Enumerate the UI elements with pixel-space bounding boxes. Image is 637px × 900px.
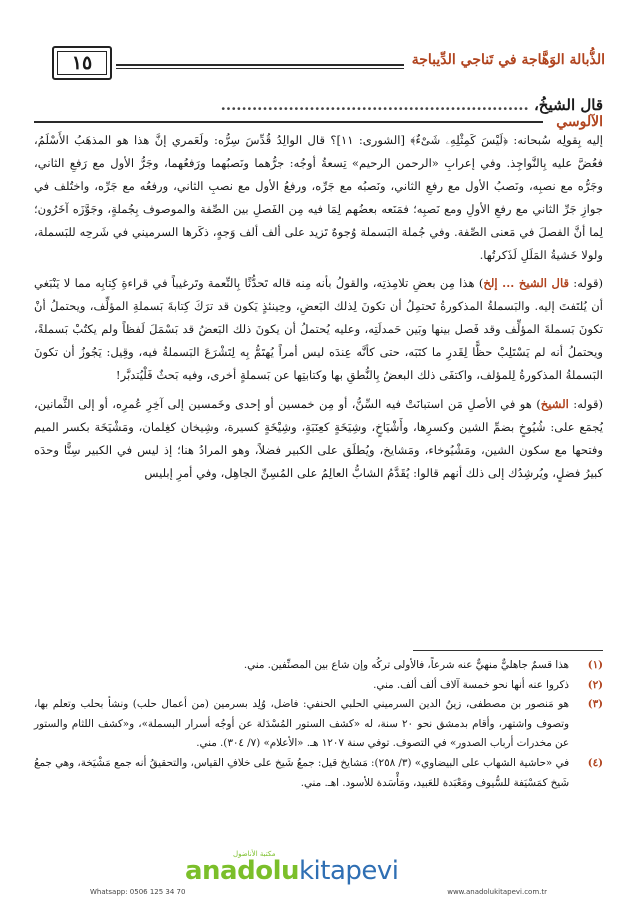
author-rule [34,121,543,123]
intro-line [34,96,603,114]
paragraph-3 [34,393,603,485]
footnotes [34,656,603,793]
footnote-text: هو مَنصور بن مصطفى، زينُ الدين السرميني الحلبي الحنفي: فاضل، وُلِد بسرمين (من أعمال حلب) ونشأ بحلب وتعلم بها، وتصوف واشتهر، وأقام بدمشق نحو ٢٠ سنة، له «كشف الستور المُسْدَلة عن أوجُه أسرار البسملة»، و«كشف اللثام والستور عن مخدرات أرباب الصدور» في التصوف. توفي سنة ١٢٠٧ هـ. «الأعلام» (٧/ ٣٠٤). مني. [34,698,569,750]
watermark-whatsapp: Whatsapp: 0506 125 34 70 [90,888,186,896]
footnote [34,676,603,696]
paragraph-2-lead: (قوله: [573,276,604,291]
footnote [34,754,603,793]
paragraph-3-text: ) هو في الأصلِ مَن استبانَتْ فيه السِّنُّ، أو مِن خمسين أو إحدى وخَمسين إلى آخِرِ عُمرِه، أو إلى الثَّمانين، يُجمَع على: شُيُوخٍ بضمِّ الشين وكسرِها، وأَشْيَاخٍ، وشِيَخَةٍ كعِنَبَةٍ، وشِيْخَةٍ كسيرة، وشِيخان كغِلمان، ومَشْيَخَة بكسر الميم وفتحها مع سكون الشين، ومَشْيُوخاء، ومَشايخ، ويُطلَق على الكبير فضلاً، وهو المرادُ هنا؛ إذ ليس في الكبير سِنًّا وحدَه كبيرُ فضلٍ، ويُرشِدُك إلى ذلك أنهم قالوا: يُقَدَّمُ الشابُّ العالِمُ على المُسِنِّ الجاهِل، وفي أمرِ إبليس [34,396,603,480]
watermark-arabic: مكتبة الأناضول [233,850,276,858]
watermark-contact [90,888,547,896]
main-text [34,96,603,485]
footnote-number: (٤) [587,756,603,769]
watermark-logo [185,856,399,886]
footnote-separator [413,650,603,651]
footnote-text: ذكروا عنه أنها نحو خمسة آلاف ألف ألف. مني. [373,678,569,691]
page-number: ١٥ [52,46,112,80]
footnote-text: في «حاشية الشهاب على البيضاوي» (٣/ ٢٥٨): مَشايخ قيل: جمعُ شَيخ على خلافِ القياس، والتحقيقُ أنه جمع مَشْيَخة، وهي جمعُ شَيخ كمَسْيَفة للسُّيوف ومَعْبَدة للعَبيد، ومَأْسَدة للأسود. اهـ. مني. [34,756,569,789]
paragraph-3-quote: الشيخ [540,396,569,411]
intro-lead: قال الشيخُ، [533,96,603,114]
paragraph-2-text: ) هذا مِن بعضِ تلامِذتِه، والقولُ بأنه مِنه قاله تَحدُّثًا بِالنِّعمة وتَرغيباً في قراءةِ كِتابِه مما لا يَنْبَغي أن يُلتَفتَ إليه. والبَسملةُ المذكورةُ تَحتمِلُ أن تكونَ لِذلك البَعضِ، وحِينئذٍ يَكون قد ترَكَ كِتابةَ بَسملةِ المؤلِّف، ويحتملُ أنْ تكونَ بَسملةَ المؤلِّف وقد فَصل بينها وبَين حَمدلَتِه، وعليه يُحتملُ أن يكونَ ذلك البَعضُ قد بَسْمَلَ لَفظاً ولم يكتُبْ بَسملةً، ويحتملُ أنه لم يَسْتَلِبْ حظًّا لِقَدرِ ما كتَبَه، حتى كأنَّه عِندَه ليس أمراً يُهتَمُّ بِه لِتَشْرَعَ البَسملةُ فيه، وقِيل: يَجُوزُ أن تكونَ البَسملةُ المذكورةُ لِلمؤلف، واكتفَى ذلك البعضُ بِالنُّطقِ بها وكتابتِها عن بَسملةٍ أخرى، وفيه بَحثٌ فَلْيُتدبَّر! [34,276,603,383]
intro-dots: ........................................................... [220,96,529,114]
header-rule [116,64,404,66]
author-name: الآلوسي [556,114,603,130]
watermark-brand-second: kitapevi [299,856,399,886]
watermark-website: www.anadolukitapevi.com.tr [447,888,547,896]
footnote-number: (٣) [587,698,603,711]
paragraph-2-quote: قال الشيخ ... إلخ [483,276,570,291]
footnote-text: هذا قسمٌ جاهليٌّ منهيٌّ عنه شرعاً، فالأولى تركُه وإن شاع بين المصنِّفين. مني. [243,659,569,671]
footnote [34,656,603,676]
publisher-watermark [0,850,637,900]
paragraph-3-lead: (قوله: [573,396,604,411]
paragraph-1: إليه بِقولِه سُبحانه: ﴿لَيْسَ كَمِثْلِهِۦ شَىْءٌ﴾ [الشورى: ١١]؟ قال الوالِدُ قُدِّسَ سِرُّه: ولَعَمري إنَّ هذا هو المذهَبُ الأَسْلَمُ، فعُضَّ عليه بِالنَّواجِذ. وفي إعرابِ «الرحمن الرحيم» تِسعةُ أوجُه: جرُّهما ونَصبُهما ورَفعُهما، وجَرُّ الأول مع رَفعِ الثاني، وجَرُّه مع نصبِه، ونَصبُ الأول مع رفعِ الثاني، ونَصبُه مع جَرِّه، ورفعُ الأول مع نصبِ الثاني، ورفعُه مع جَرِّه، واختُلف في جوازِ جَرِّ الثاني مع رفعِ الأولِ ومع نَصبِه؛ فمَنَعه بعضُهم لِمَا فيه مِن الفَصلِ بين الصِّفة والموصوف بِجُملةٍ، وجَوَّزَه آخَرُون؛ لِما أنَّ الفصلَ في مَعنى الصِّفة. وفي جُملة البَسملة وُجوهٌ تَزيد على ألف ألف وَجهٍ، ذكَرها السرميني في شَرحِه للبَسملة، ولولا خَشيةُ المَلَلِ لَذَكرتُها. [34,133,603,262]
watermark-brand-main: anadolu [185,856,299,886]
paragraph-2 [34,272,603,387]
book-title: الذُّبالة الوَهَّاجة في تَناجي الدِّيباجة [411,52,605,68]
commentary-body [34,129,603,485]
running-header [28,46,609,80]
footnote-number: (٢) [587,678,603,691]
footnote-number: (١) [587,659,603,671]
header-rule-thin [116,68,404,69]
footnote [34,695,603,754]
